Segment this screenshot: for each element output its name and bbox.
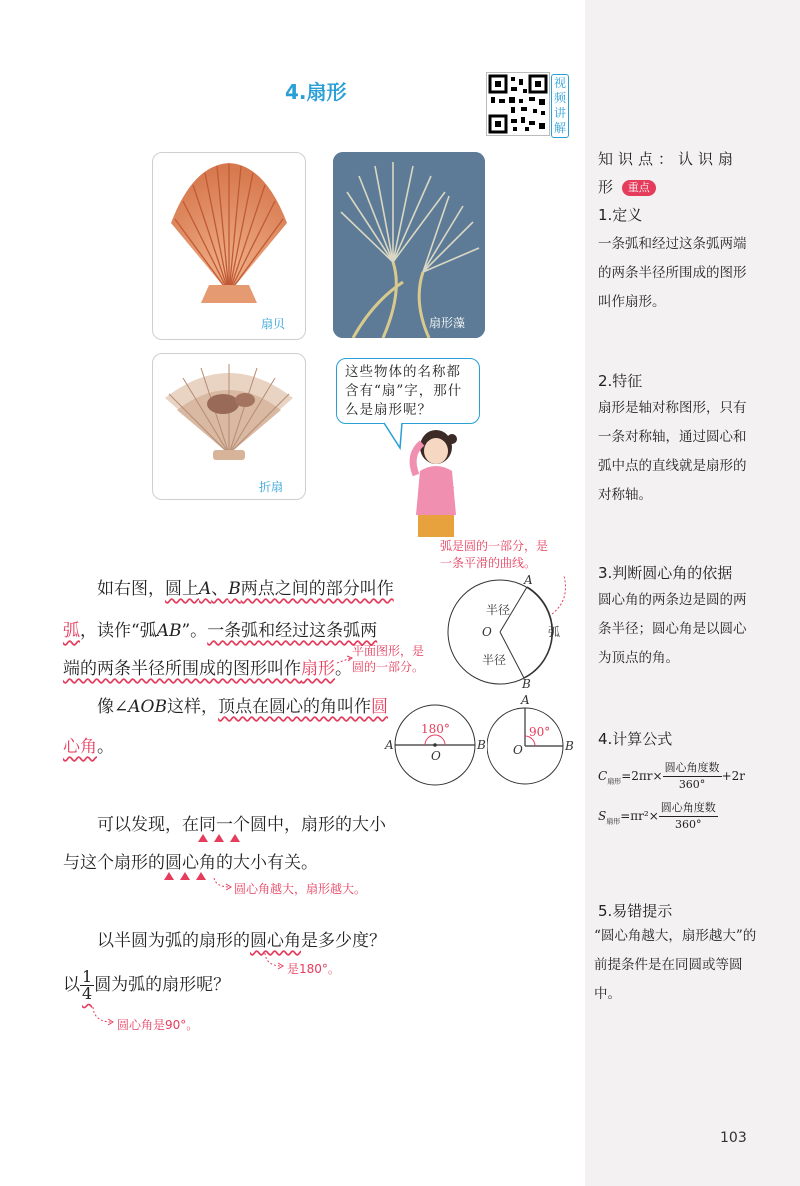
para2-line1 (97, 690, 388, 725)
text-span: 以半圆为弧的扇形的 (97, 931, 250, 951)
section-warning-text: “圆心角越大，扇形越大”的前提条件是在同圆或等圆中。 (594, 928, 757, 1002)
sector-diagram (440, 570, 585, 690)
speech-bubble (336, 358, 480, 424)
fan-algae-photo (333, 152, 485, 338)
emphasis-marks-icon (162, 870, 212, 882)
para1-line1 (97, 572, 394, 607)
label-b: B (565, 739, 574, 753)
radius-label: 半径 (482, 653, 507, 667)
text-span: 顶点在圆心的角叫作 (217, 697, 371, 717)
section-formula-title: 4.计算公式 (598, 730, 673, 748)
text-span: ”。 (181, 621, 208, 641)
key-point-badge: 重点 (622, 180, 656, 196)
semicircle-angle-diagram (383, 700, 493, 790)
para4-line2 (63, 968, 230, 1003)
text-span: B (228, 579, 241, 599)
note-line: 圆的一部分。 (352, 660, 425, 674)
fraction (663, 760, 722, 793)
text-span: 与这个扇形的 (63, 853, 165, 873)
text-span: A (199, 579, 212, 599)
algae-caption: 扇形藻 (429, 316, 466, 330)
fraction-numerator: 圆心角度数 (659, 800, 718, 817)
fraction-numerator: 1 (82, 967, 93, 986)
central-angle-term: 圆 (370, 697, 388, 717)
para1-line2 (63, 614, 377, 649)
text-span: 的大小有关。 (216, 853, 318, 873)
text-span: 端的两条半径所围成的图形叫作 (63, 659, 301, 679)
text-span: =2πr× (621, 769, 663, 783)
text-span: 如右图， (97, 579, 165, 599)
central-angle-term: 心角 (63, 737, 97, 757)
text-span: 。 (97, 737, 114, 757)
quarter-note: 圆心角是90°。 (117, 1018, 199, 1032)
arc-term: 弧 (63, 621, 80, 641)
fan-caption: 折扇 (259, 480, 284, 494)
section-definition-title: 1.定义 (598, 206, 643, 224)
speech-text: 这些物体的名称都含有“扇”字，那什么是扇形呢？ (345, 364, 463, 418)
arrow-icon (212, 876, 234, 892)
text-span: S (598, 809, 607, 823)
text-span: AB (156, 621, 182, 641)
para4-line1 (97, 924, 386, 959)
text-span: 、 (211, 579, 229, 599)
text-span: AOB (128, 697, 167, 717)
scallop-caption: 扇贝 (261, 317, 286, 331)
sector-note (352, 643, 424, 675)
fraction-denominator: 4 (82, 984, 93, 1003)
text-span: 可以发现，在 (97, 815, 199, 835)
label-a: A (524, 573, 533, 587)
arrow-icon (262, 952, 288, 972)
text-span: 一条弧和经过这条弧两 (207, 621, 378, 641)
emphasis-text: 圆心角 (165, 853, 216, 873)
sidebar-heading: 知识点：认识扇 (598, 150, 739, 168)
section-judge-text: 圆心角的两条边是圆的两条半径；圆心角是以圆心为顶点的角。 (598, 592, 747, 666)
sidebar-heading-cont (598, 176, 656, 197)
text-span: 扇形 (607, 777, 622, 786)
text-span: 两点之间的部分叫作 (240, 579, 394, 599)
note-line: 一条平滑的曲线。 (440, 556, 537, 570)
angle-label: 180° (421, 722, 450, 736)
label-b: B (477, 738, 486, 752)
text-span: 。 (335, 659, 352, 679)
radius-label: 半径 (486, 603, 511, 617)
section-feature-text: 扇形是轴对称图形，只有一条对称轴，通过圆心和弧中点的直线就是扇形的对称轴。 (598, 400, 747, 503)
fraction-numerator: 圆心角度数 (663, 760, 722, 777)
section-judge-title: 3.判断圆心角的依据 (598, 564, 733, 582)
text-span: 是多少度？ (301, 931, 386, 951)
emphasis-marks-icon (196, 832, 246, 844)
text-span: 扇形 (606, 817, 621, 826)
arc-note (440, 538, 548, 572)
label-o: O (482, 625, 492, 639)
arrow-icon (90, 1006, 118, 1028)
girl-illustration (400, 425, 470, 540)
text-span: 像∠ (97, 697, 129, 717)
qr-video-label[interactable]: 视频讲解 (551, 74, 569, 138)
section-warning-title: 5.易错提示 (598, 902, 673, 920)
fraction-denominator: 360° (675, 818, 702, 831)
scallop-shell-photo (152, 152, 306, 340)
text-span: 形 (598, 178, 614, 196)
text-span: 圆为弧的扇形呢？ (94, 975, 231, 995)
folding-fan-photo (152, 353, 306, 500)
para2-line2 (63, 730, 114, 765)
page-number: 103 (720, 1130, 747, 1146)
text-span: 弧 (139, 621, 157, 641)
label-a: A (521, 694, 530, 707)
text-span: ，读作“ (80, 621, 140, 641)
text-span: +2r (721, 769, 745, 783)
emphasis-text: 同一个圆中 (199, 815, 284, 835)
note-line: 平面图形，是 (352, 644, 425, 658)
label-a: A (385, 738, 394, 752)
formula-area (598, 800, 718, 833)
fraction (659, 800, 718, 833)
text-span: 圆心角 (250, 931, 301, 951)
bigger-note: 圆心角越大，扇形越大。 (234, 882, 367, 896)
right-angle-diagram (487, 694, 585, 790)
para1-line3 (63, 652, 352, 687)
page-title: 4.扇形 (285, 80, 347, 104)
fraction (80, 969, 94, 1002)
text-span: 这样， (166, 697, 218, 717)
qr-code-icon[interactable] (486, 72, 550, 136)
angle-label: 90° (529, 725, 551, 739)
label-o: O (513, 743, 523, 757)
text-span: 圆上 (165, 579, 199, 599)
text-span: ，扇形的大小 (284, 815, 386, 835)
text-span: =πr²× (620, 809, 659, 823)
sector-term: 扇形 (301, 659, 335, 679)
note-line: 弧是圆的一部分，是 (440, 539, 549, 553)
arc-label: 弧 (548, 625, 561, 639)
section-feature-title: 2.特征 (598, 372, 643, 390)
label-b: B (522, 677, 531, 690)
half-note: 是180°。 (287, 962, 340, 976)
fraction-denominator: 360° (678, 778, 706, 791)
section-definition-text: 一条弧和经过这条弧两端的两条半径所围成的图形叫作扇形。 (598, 236, 747, 310)
text-span (165, 579, 394, 599)
formula-circumference (598, 760, 745, 793)
label-o: O (431, 749, 441, 763)
text-span: C (598, 769, 608, 783)
arrow-icon (335, 655, 355, 667)
text-span: 以 (63, 975, 80, 995)
